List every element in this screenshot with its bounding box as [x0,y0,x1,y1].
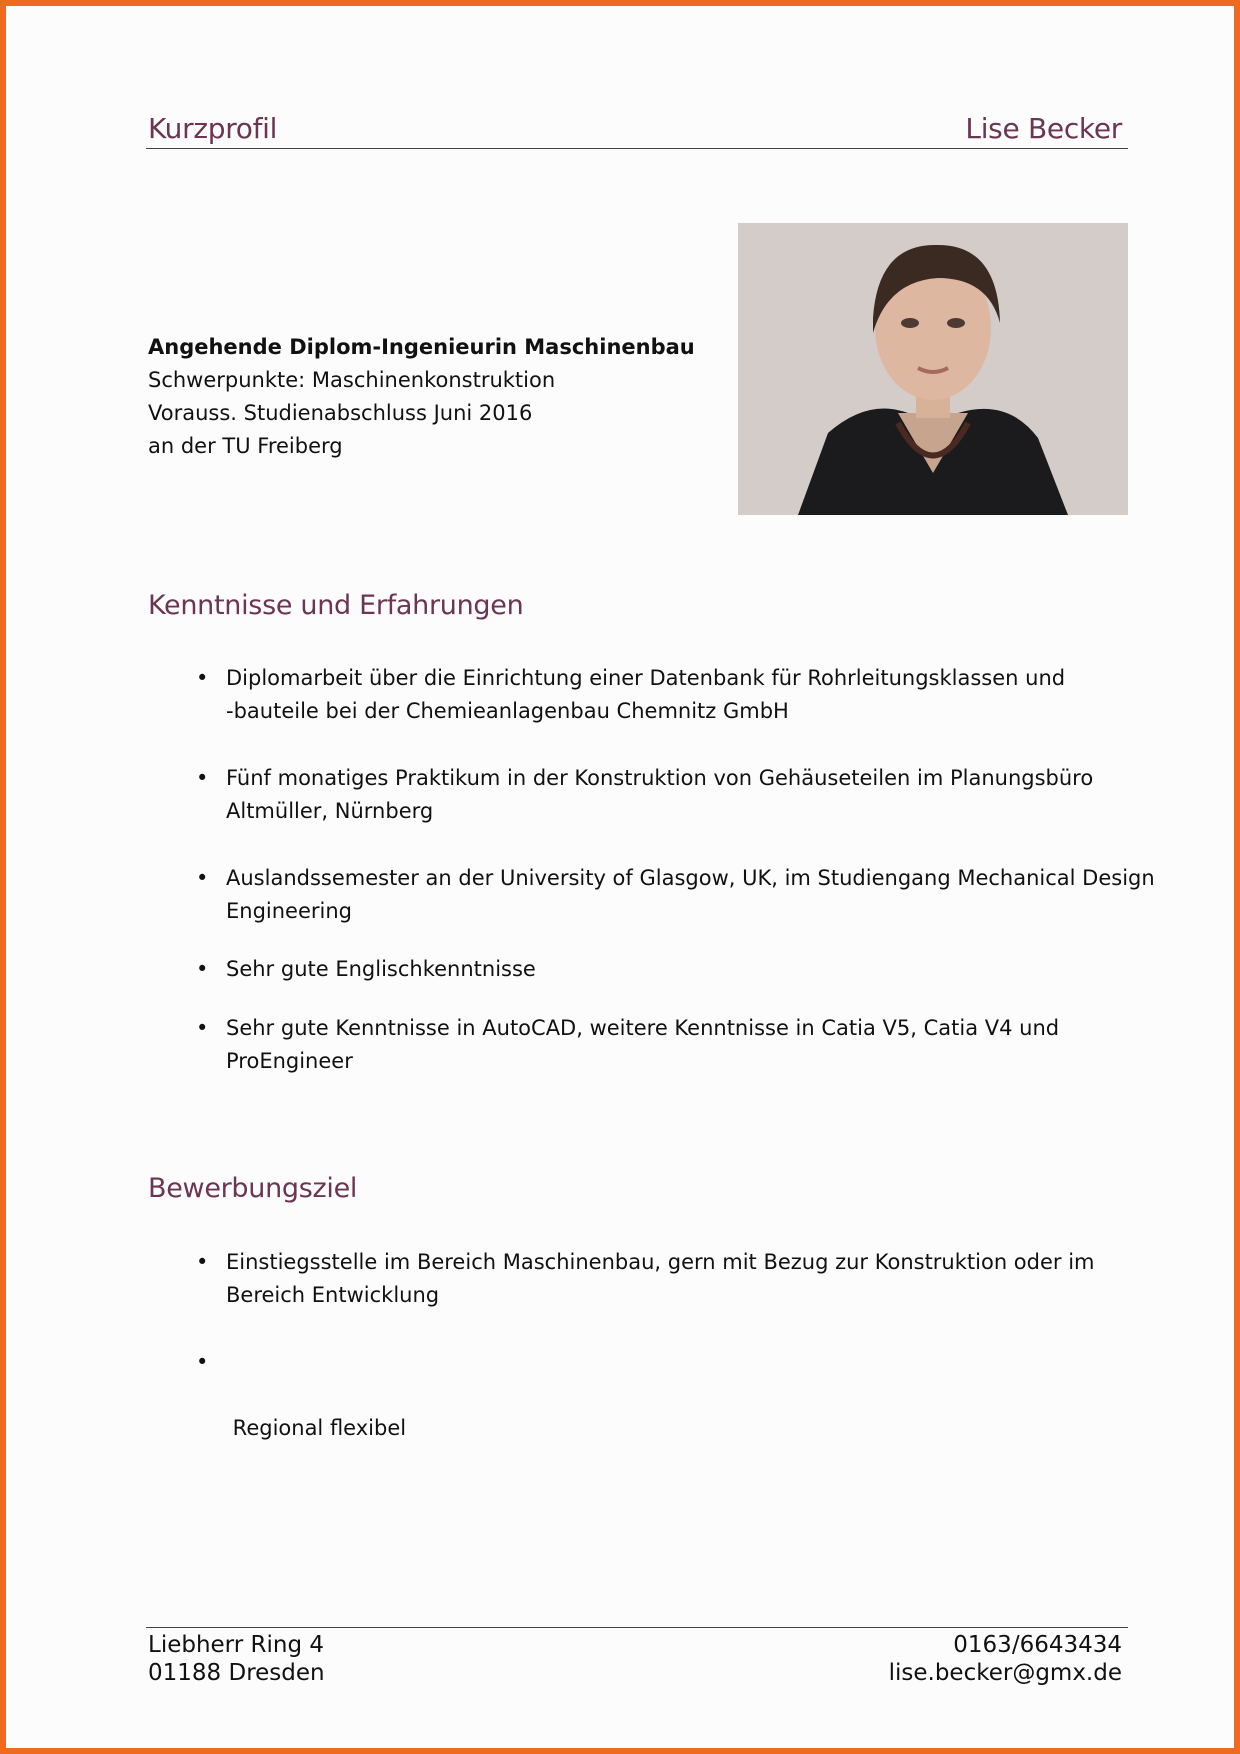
list-item-line: Einstiegsstelle im Bereich Maschinenbau, gern mit Bezug zur Konstruktion oder im [226,1250,1095,1274]
intro-headline: Angehende Diplom-Ingenieurin Maschinenbau [148,335,695,359]
bullet-icon: • [196,957,209,981]
list-item-line: ProEngineer [226,1049,353,1073]
list-item-line: Diplomarbeit über die Einrichtung einer Datenbank für Rohrleitungsklassen und [226,666,1066,690]
list-item-line: Engineering [226,899,352,923]
list-item-line: Altmüller, Nürnberg [226,799,434,823]
intro-line: Vorauss. Studienabschluss Juni 2016 [148,401,533,425]
footer-city: 01188 Dresden [148,1660,325,1686]
bullet-icon: • [196,766,209,790]
intro-line: an der TU Freiberg [148,434,343,458]
footer-address [148,1631,325,1687]
portrait-illustration [738,223,1128,515]
intro-line: Schwerpunkte: Maschinenkonstruktion [148,368,556,392]
bullet-icon: • [196,1016,209,1040]
bullet-icon: • [196,1350,209,1374]
person-name: Lise Becker [965,112,1122,145]
page-title: Kurzprofil [148,112,278,145]
list-item-line: -bauteile bei der Chemieanlagenbau Chemnitz GmbH [226,699,789,723]
footer-phone: 0163/6643434 [953,1632,1122,1658]
list-item-line: Regional flexibel [226,1416,407,1440]
section-title-goal: Bewerbungsziel [148,1173,358,1204]
list-item-line: Fünf monatiges Praktikum in der Konstruktion von Gehäuseteilen im Planungsbüro [226,766,1094,790]
footer-contact [889,1631,1122,1687]
list-item-line: Sehr gute Englischkenntnisse [226,957,536,981]
footer-divider [146,1627,1128,1628]
bullet-icon: • [196,866,209,890]
footer-street: Liebherr Ring 4 [148,1632,324,1658]
header-divider [146,148,1128,149]
section-title-skills: Kenntnisse und Erfahrungen [148,590,524,621]
list-item-line: Bereich Entwicklung [226,1283,440,1307]
bullet-icon: • [196,666,209,690]
bullet-icon: • [196,1250,209,1274]
intro-block [148,331,695,463]
list-item-line: Sehr gute Kenntnisse in AutoCAD, weitere Kenntnisse in Catia V5, Catia V4 und [226,1016,1060,1040]
portrait-photo [738,223,1128,515]
footer-email: lise.becker@gmx.de [888,1660,1122,1686]
list-item-line: Auslandssemester an der University of Glasgow, UK, im Studiengang Mechanical Design [226,866,1155,890]
